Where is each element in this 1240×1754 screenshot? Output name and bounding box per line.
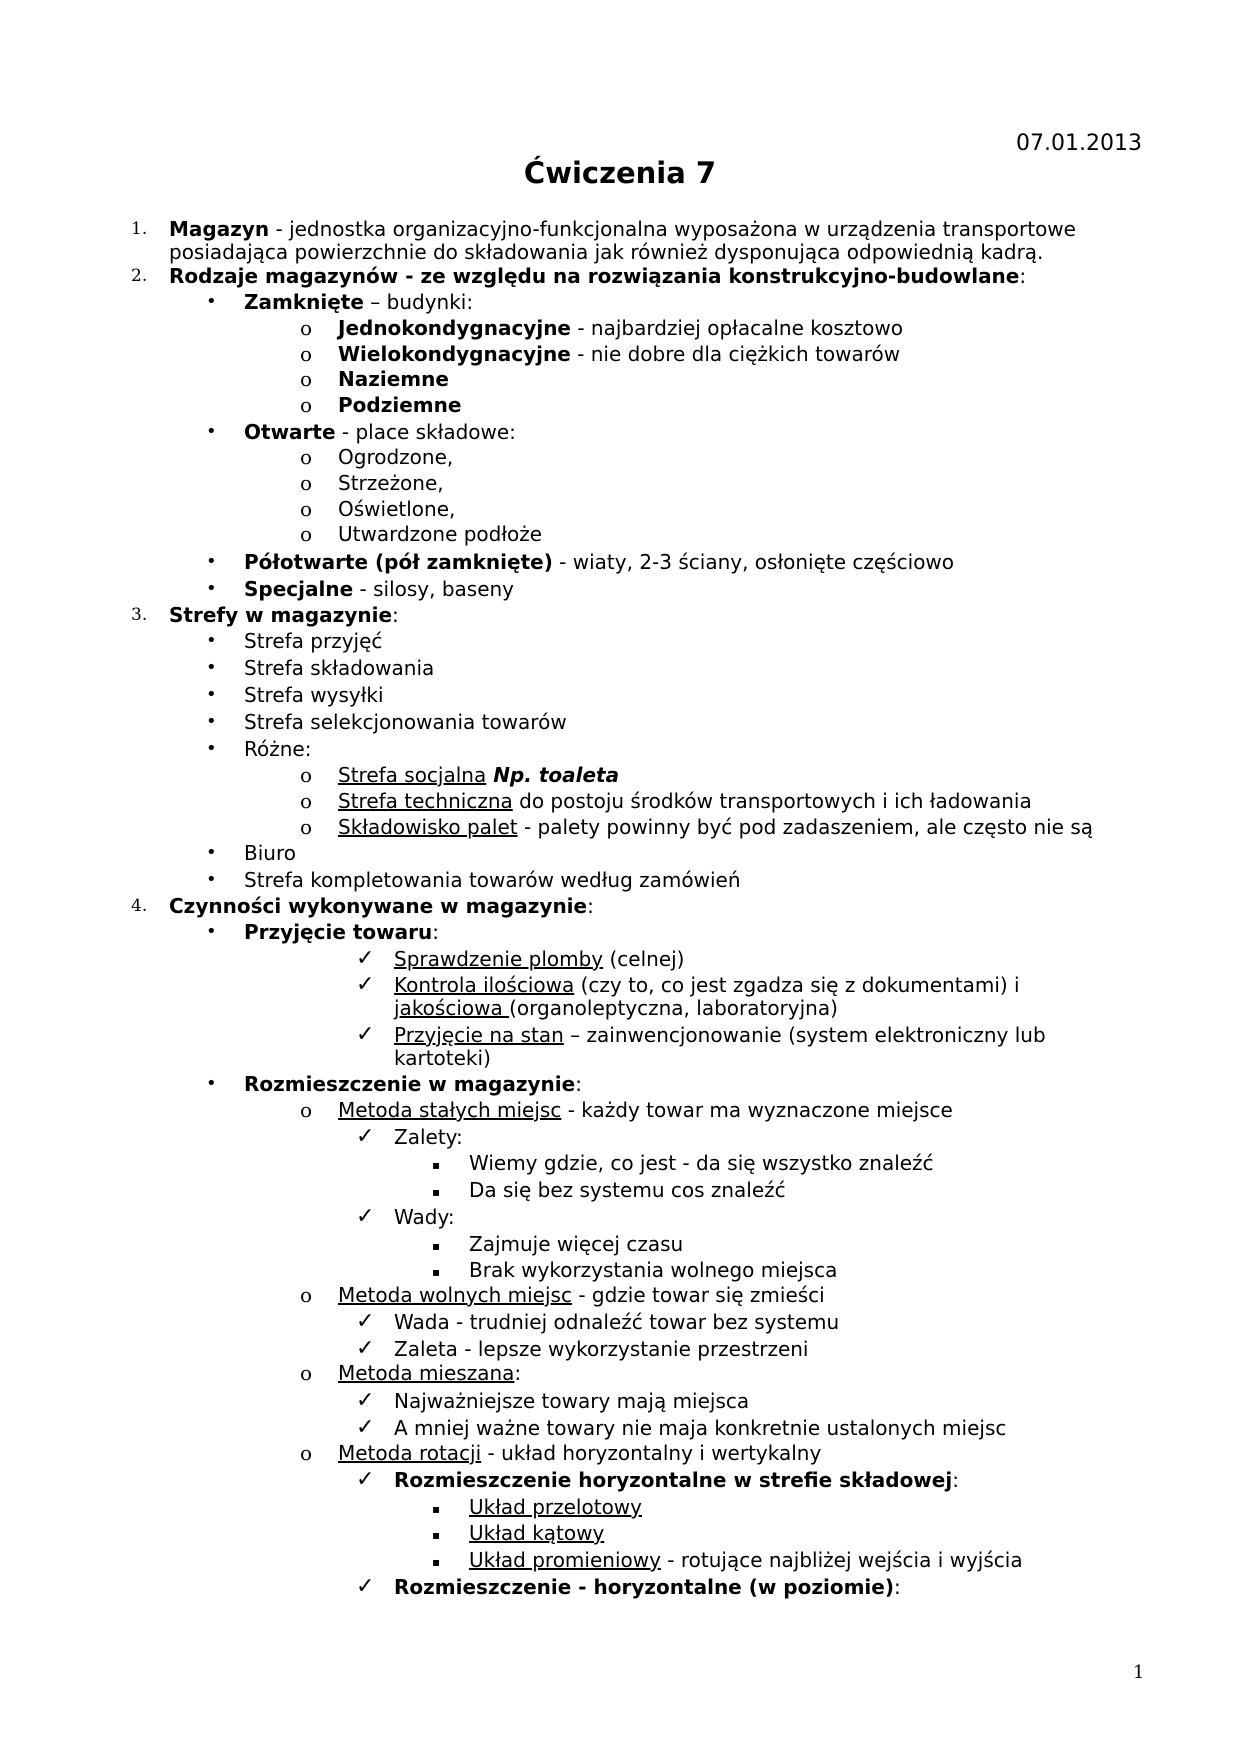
list-item-naziemne: o Naziemne bbox=[300, 367, 449, 391]
heading: Strefy w magazynie bbox=[169, 603, 393, 627]
bullet-icon: • bbox=[206, 921, 217, 942]
bullet-icon: • bbox=[206, 657, 217, 678]
list-item-podziemne: o Podziemne bbox=[300, 393, 462, 417]
list-item-metoda-stalych-miejsc: o Metoda stałych miejsc - każdy towar ma wyznaczone miejsce bbox=[300, 1098, 953, 1122]
bullet-icon: • bbox=[206, 738, 217, 759]
list-item-3: 3. Strefy w magazynie: bbox=[131, 603, 399, 627]
circle-bullet-icon: o bbox=[300, 1098, 313, 1122]
list-item-wada-2: ▪ Brak wykorzystania wolnego miejsca bbox=[432, 1258, 838, 1282]
check-icon: ✓ bbox=[356, 946, 375, 971]
list-item-strefa-wysylki: • Strefa wysyłki bbox=[206, 683, 384, 707]
bullet-icon: • bbox=[206, 291, 217, 312]
check-icon: ✓ bbox=[356, 1336, 375, 1361]
list-item-zaleta: ✓ Zaleta - lepsze wykorzystanie przestrzeni bbox=[356, 1336, 809, 1361]
list-item-przyjecie-towaru: • Przyjęcie towaru: bbox=[206, 920, 439, 944]
list-number: 2. bbox=[131, 266, 148, 286]
document-date: 07.01.2013 bbox=[1016, 131, 1142, 156]
list-item-zalety: ✓ Zalety: bbox=[356, 1124, 463, 1149]
circle-bullet-icon: o bbox=[300, 815, 313, 839]
square-bullet-icon: ▪ bbox=[432, 1158, 441, 1172]
bullet-icon: • bbox=[206, 1073, 217, 1094]
list-item-rozmieszczenie: • Rozmieszczenie w magazynie: bbox=[206, 1072, 582, 1096]
bullet-icon: • bbox=[206, 421, 217, 442]
check-icon: ✓ bbox=[356, 1415, 375, 1440]
list-item-uklad-promieniowy: ▪ Układ promieniowy - rotujące najbliżej wejścia i wyjścia bbox=[432, 1548, 1023, 1572]
check-icon: ✓ bbox=[356, 1388, 375, 1413]
list-item-strefa-selekcjonowania: • Strefa selekcjonowania towarów bbox=[206, 710, 567, 734]
bullet-icon: • bbox=[206, 578, 217, 599]
list-item-zaleta-1: ▪ Wiemy gdzie, co jest - da się wszystko znaleźć bbox=[432, 1151, 934, 1175]
list-item-metoda-mieszana: o Metoda mieszana: bbox=[300, 1361, 522, 1385]
check-icon: ✓ bbox=[356, 972, 375, 997]
list-item-rozmieszczenie-horyzontalne: ✓ Rozmieszczenie horyzontalne w strefie składowej: bbox=[356, 1467, 959, 1492]
bullet-icon: • bbox=[206, 711, 217, 732]
list-item-zamkniete: • Zamknięte – budynki: bbox=[206, 290, 474, 314]
list-item-strefa-skladowania: • Strefa składowania bbox=[206, 656, 435, 680]
circle-bullet-icon: o bbox=[300, 471, 313, 495]
square-bullet-icon: ▪ bbox=[432, 1265, 441, 1279]
circle-bullet-icon: o bbox=[300, 445, 313, 469]
list-item-1 bbox=[0, 217, 1240, 241]
list-item-biuro: • Biuro bbox=[206, 841, 296, 865]
document-title: Ćwiczenia 7 bbox=[523, 156, 717, 190]
list-item-wada: ✓ Wada - trudniej odnaleźć towar bez systemu bbox=[356, 1309, 840, 1334]
list-item-strzezone: o Strzeżone, bbox=[300, 471, 444, 495]
bullet-icon: • bbox=[206, 551, 217, 572]
circle-bullet-icon: o bbox=[300, 522, 313, 546]
list-item-metoda-wolnych-miejsc: o Metoda wolnych miejsc - gdzie towar się zmieści bbox=[300, 1283, 825, 1307]
list-item-rozne: • Różne: bbox=[206, 737, 312, 761]
list-item-najwazniejsze: ✓ Najważniejsze towary mają miejsca bbox=[356, 1388, 750, 1413]
list-item-sprawdzenie-plomby: ✓ Sprawdzenie plomby (celnej) bbox=[356, 946, 685, 971]
circle-bullet-icon: o bbox=[300, 1283, 313, 1307]
list-number: 4. bbox=[131, 896, 148, 916]
definition: - jednostka organizacyjno-funkcjonalna wyposażona w urządzenia transportowe bbox=[269, 217, 1076, 241]
list-item-zaleta-2: ▪ Da się bez systemu cos znaleźć bbox=[432, 1178, 786, 1202]
list-item-strefa-socjalna: o Strefa socjalna Np. toaleta bbox=[300, 763, 620, 787]
square-bullet-icon: ▪ bbox=[432, 1502, 441, 1516]
circle-bullet-icon: o bbox=[300, 763, 313, 787]
list-item-kontrola-ilosciowa: ✓ Kontrola ilościowa (czy to, co jest zgadza się z dokumentami) i bbox=[356, 972, 1020, 997]
bullet-icon: • bbox=[206, 630, 217, 651]
list-item-wada-1: ▪ Zajmuje więcej czasu bbox=[432, 1232, 684, 1256]
list-item-wady: ✓ Wady: bbox=[356, 1204, 455, 1229]
list-number: 1. bbox=[131, 219, 148, 239]
circle-bullet-icon: o bbox=[300, 1361, 313, 1385]
heading: Rodzaje magazynów - ze względu na rozwiązania konstrukcyjno-budowlane bbox=[169, 264, 1020, 288]
bullet-icon: • bbox=[206, 842, 217, 863]
page-number: 1 bbox=[1133, 1662, 1145, 1683]
check-icon: ✓ bbox=[356, 1124, 375, 1149]
list-item-przyjecie-na-stan: ✓ Przyjęcie na stan – zainwencjonowanie (system elektroniczny lub bbox=[356, 1022, 1046, 1047]
check-icon: ✓ bbox=[356, 1204, 375, 1229]
list-item-polotwarte: • Półotwarte (pół zamknięte) - wiaty, 2-3 ściany, osłonięte częściowo bbox=[206, 550, 955, 574]
check-icon: ✓ bbox=[356, 1022, 375, 1047]
list-item-skladowisko-palet: o Składowisko palet - palety powinny być pod zadaszeniem, ale często nie są bbox=[300, 815, 1094, 839]
list-item-2: 2. Rodzaje magazynów - ze względu na rozwiązania konstrukcyjno-budowlane: bbox=[131, 264, 1027, 288]
list-item-jednokondygnacyjne: o Jednokondygnacyjne - najbardziej opłacalne kosztowo bbox=[300, 316, 903, 340]
heading: Czynności wykonywane w magazynie bbox=[169, 894, 588, 918]
list-item-continuation: jakościowa (organoleptyczna, laboratoryjna) bbox=[394, 996, 838, 1020]
list-item-continuation: kartoteki) bbox=[394, 1046, 491, 1070]
list-item-uklad-katowy: ▪ Układ kątowy bbox=[432, 1521, 605, 1545]
bullet-icon: • bbox=[206, 869, 217, 890]
square-bullet-icon: ▪ bbox=[432, 1555, 441, 1569]
circle-bullet-icon: o bbox=[300, 497, 313, 521]
list-item-utwardzone: o Utwardzone podłoże bbox=[300, 522, 543, 546]
list-item-uklad-przelotowy: ▪ Układ przelotowy bbox=[432, 1495, 642, 1519]
check-icon: ✓ bbox=[356, 1574, 375, 1599]
list-item-4: 4. Czynności wykonywane w magazynie: bbox=[131, 894, 594, 918]
list-number: 3. bbox=[131, 605, 148, 625]
list-item-otwarte: • Otwarte - place składowe: bbox=[206, 420, 516, 444]
bullet-icon: • bbox=[206, 684, 217, 705]
circle-bullet-icon: o bbox=[300, 342, 313, 366]
list-item-ogrodzone: o Ogrodzone, bbox=[300, 445, 454, 469]
square-bullet-icon: ▪ bbox=[432, 1185, 441, 1199]
circle-bullet-icon: o bbox=[300, 393, 313, 417]
square-bullet-icon: ▪ bbox=[432, 1528, 441, 1542]
list-item-rozmieszczenie-w-poziomie: ✓ Rozmieszczenie - horyzontalne (w poziomie): bbox=[356, 1574, 901, 1599]
term: Magazyn bbox=[169, 217, 270, 241]
list-item-strefa-techniczna: o Strefa techniczna do postoju środków transportowych i ich ładowania bbox=[300, 789, 1032, 813]
definition-continuation: posiadająca powierzchnie do składowania jak również dysponująca odpowiednią kadrą. bbox=[169, 240, 1044, 264]
list-item-specjalne: • Specjalne - silosy, baseny bbox=[206, 577, 515, 601]
circle-bullet-icon: o bbox=[300, 367, 313, 391]
list-item-metoda-rotacji: o Metoda rotacji - układ horyzontalny i wertykalny bbox=[300, 1441, 822, 1465]
square-bullet-icon: ▪ bbox=[432, 1239, 441, 1253]
circle-bullet-icon: o bbox=[300, 789, 313, 813]
list-item-strefa-kompletowania: • Strefa kompletowania towarów według zamówień bbox=[206, 868, 741, 892]
list-item-oswietlone: o Oświetlone, bbox=[300, 497, 456, 521]
list-item-wielokondygnacyjne: o Wielokondygnacyjne - nie dobre dla ciężkich towarów bbox=[300, 342, 901, 366]
list-item-mniej-wazne: ✓ A mniej ważne towary nie maja konkretnie ustalonych miejsc bbox=[356, 1415, 1007, 1440]
check-icon: ✓ bbox=[356, 1309, 375, 1334]
check-icon: ✓ bbox=[356, 1467, 375, 1492]
list-item-strefa-przyjec: • Strefa przyjęć bbox=[206, 629, 383, 653]
circle-bullet-icon: o bbox=[300, 316, 313, 340]
circle-bullet-icon: o bbox=[300, 1441, 313, 1465]
